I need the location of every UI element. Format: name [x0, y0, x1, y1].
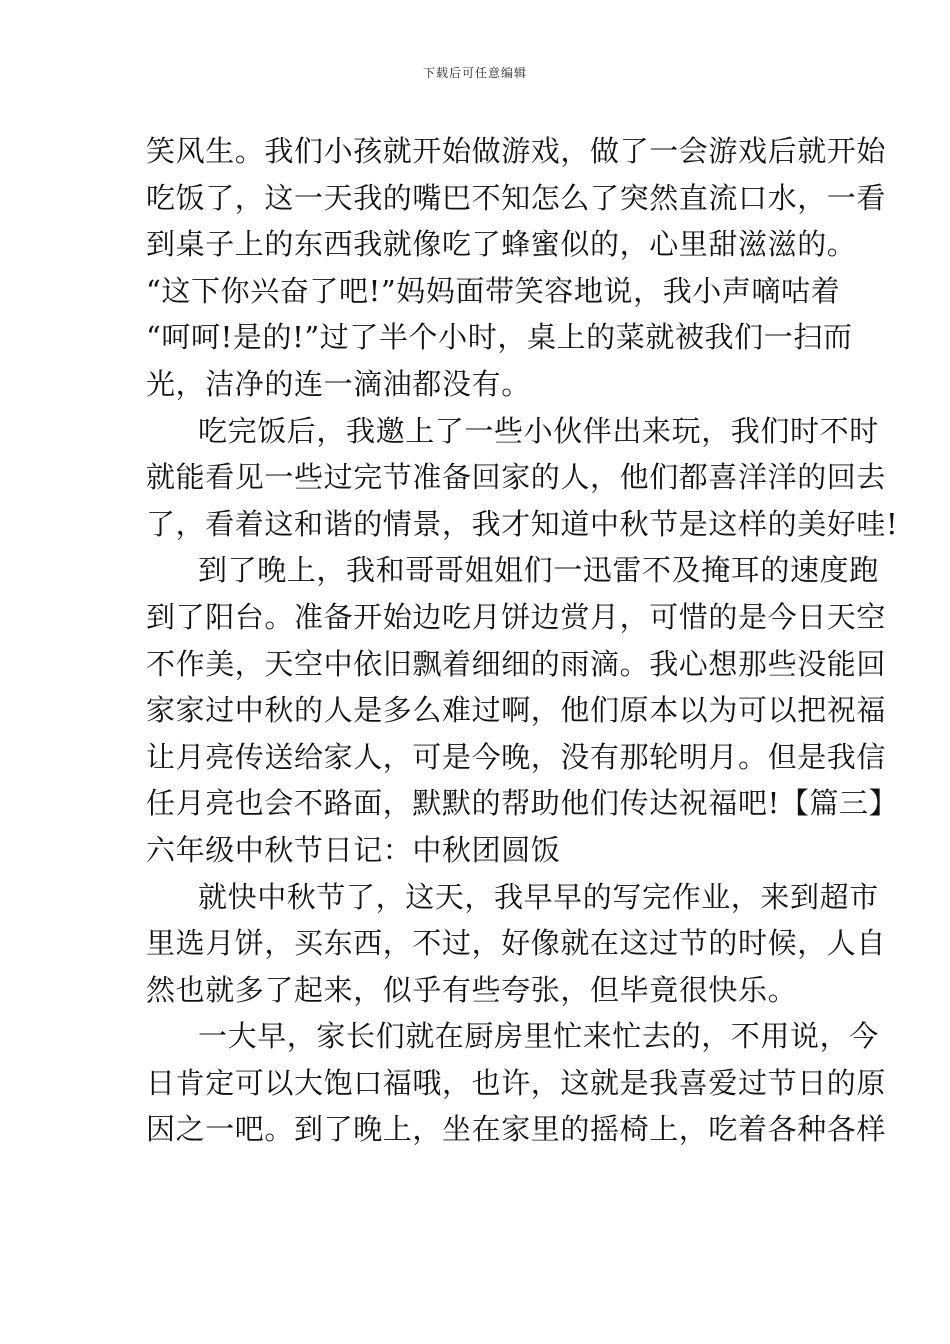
text-line: 里选月饼，买东西，不过，好像就在这过节的时候，人自	[146, 926, 887, 961]
text-line: 日肯定可以大饱口福哦，也许，这就是我喜爱过节日的原	[146, 1065, 887, 1100]
text-line: “这下你兴奋了吧!”妈妈面带笑容地说，我小声嘀咕着	[146, 273, 841, 308]
body-text	[146, 128, 899, 1153]
text-line: 不作美，天空中依旧飘着细细的雨滴。我心想那些没能回	[146, 646, 887, 681]
text-line: 到了阳台。准备开始边吃月饼边赏月，可惜的是今日天空	[146, 599, 887, 634]
text-line: 家家过中秋的人是多么难过啊，他们原本以为可以把祝福	[146, 693, 887, 728]
section-title-line: 六年级中秋节日记：中秋团圆饭	[146, 832, 561, 867]
text-line: 吃饭了，这一天我的嘴巴不知怎么了突然直流口水，一看	[146, 180, 887, 215]
text-line: 因之一吧。到了晚上，坐在家里的摇椅上，吃着各种各样	[146, 1112, 887, 1147]
page-header: 下载后可任意编辑	[422, 66, 527, 80]
text-line: 到桌子上的东西我就像吃了蜂蜜似的，心里甜滋滋的。	[146, 227, 857, 262]
paragraph-start-line: 就快中秋节了，这天，我早早的写完作业，来到超市	[198, 879, 879, 914]
text-line: 然也就多了起来，似乎有些夸张，但毕竟很快乐。	[146, 972, 798, 1007]
text-line: 就能看见一些过完节准备回家的人，他们都喜洋洋的回去	[146, 460, 887, 495]
paragraph-start-line: 到了晚上，我和哥哥姐姐们一迅雷不及掩耳的速度跑	[198, 553, 879, 588]
text-line: “呵呵!是的!”过了半个小时，桌上的菜就被我们一扫而	[146, 320, 853, 355]
text-line: 让月亮传送给家人，可是今晚，没有那轮明月。但是我信	[146, 739, 887, 774]
text-line: 任月亮也会不路面，默默的帮助他们传达祝福吧!【篇三】	[146, 786, 899, 821]
text-line: 了，看着这和谐的情景，我才知道中秋节是这样的美好哇!	[146, 506, 899, 541]
paragraph-start-line: 吃完饭后，我邀上了一些小伙伴出来玩，我们时不时	[198, 413, 879, 448]
paragraph-start-line: 一大早，家长们就在厨房里忙来忙去的，不用说，今	[198, 1019, 879, 1054]
text-line: 光，洁净的连一滴油都没有。	[146, 366, 531, 401]
text-line: 笑风生。我们小孩就开始做游戏，做了一会游戏后就开始	[146, 134, 887, 168]
